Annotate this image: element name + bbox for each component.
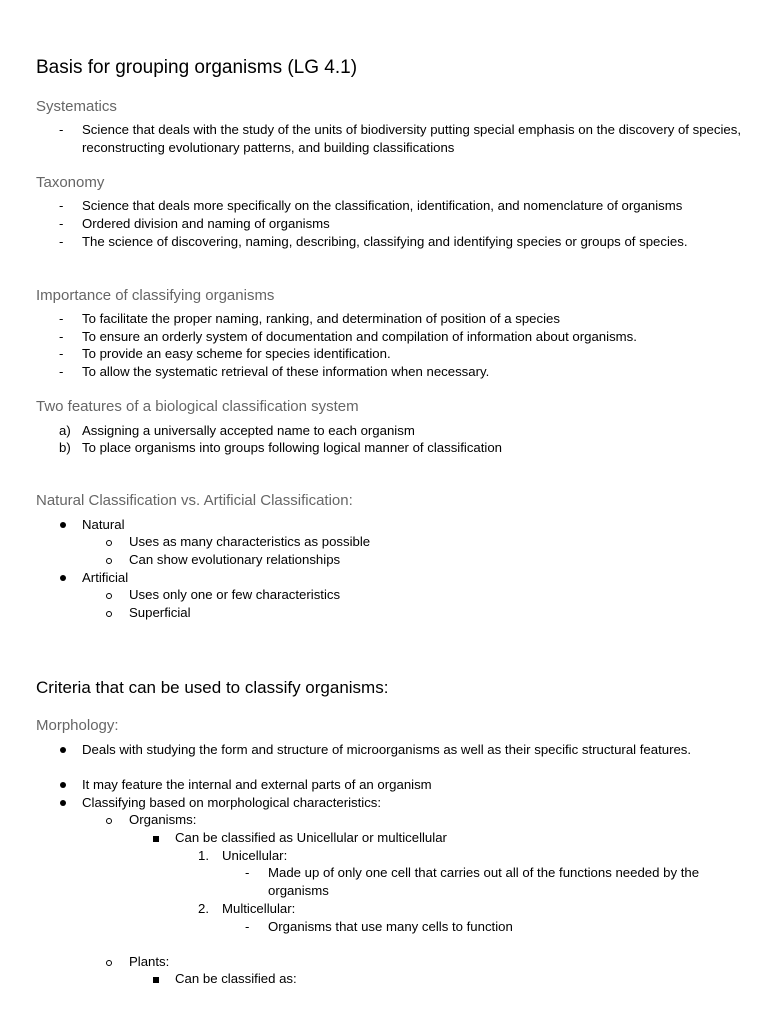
criteria-heading: Criteria that can be used to classify organisms: [36,678,389,697]
natural-item: Uses as many characteristics as possible [129,534,371,549]
unicellular-description: Made up of only one cell that carries out all of the functions needed by the organisms [268,865,700,898]
dash-bullet: - [59,311,64,326]
page-title: Basis for grouping organisms (LG 4.1) [36,57,358,78]
multicellular-label: Multicellular: [222,901,296,916]
importance-item: To ensure an orderly system of documentation and compilation of information about organisms. [82,329,637,344]
dash-bullet: - [59,234,64,249]
section-heading-systematics: Systematics [36,98,117,115]
artificial-item: Superficial [129,605,191,620]
dash-bullet: - [59,122,64,137]
bullet-ring [106,611,112,617]
dash-bullet: - [59,329,64,344]
bullet-dot [60,747,66,753]
dash-bullet: - [59,198,64,213]
section-heading-importance: Importance of classifying organisms [36,287,275,304]
list-marker-2: 2. [198,901,209,916]
bullet-dot [60,800,66,806]
dash-bullet: - [245,865,250,880]
organisms-classification: Can be classified as Unicellular or multicellular [175,830,447,845]
section-heading-two-features: Two features of a biological classification system [36,398,359,415]
plants-classification: Can be classified as: [175,971,297,986]
list-marker-a: a) [59,423,71,438]
morphology-heading: Morphology: [36,717,119,734]
importance-item: To provide an easy scheme for species identification. [82,346,391,361]
morphology-item: Deals with studying the form and structure of microorganisms as well as their specific structural features. [82,742,692,757]
plants-label: Plants: [129,954,170,969]
bullet-ring [106,558,112,564]
dash-bullet: - [59,216,64,231]
multicellular-description: Organisms that use many cells to function [268,919,513,934]
dash-bullet: - [59,364,64,379]
section-heading-taxonomy: Taxonomy [36,174,105,191]
taxonomy-item: The science of discovering, naming, describing, classifying and identifying species or groups of species. [82,234,688,249]
organisms-label: Organisms: [129,812,197,827]
natural-item: Can show evolutionary relationships [129,552,341,567]
natural-label: Natural [82,517,125,532]
systematics-definition: Science that deals with the study of the units of biodiversity putting special emphasis on the discovery of species, reconstructing evolutionary patterns, and building classifications [82,122,742,155]
bullet-ring [106,818,112,824]
feature-item: To place organisms into groups following logical manner of classification [82,440,503,455]
taxonomy-item: Ordered division and naming of organisms [82,216,330,231]
feature-item: Assigning a universally accepted name to each organism [82,423,415,438]
artificial-item: Uses only one or few characteristics [129,587,341,602]
bullet-dot [60,522,66,528]
importance-item: To allow the systematic retrieval of these information when necessary. [82,364,490,379]
dash-bullet: - [59,346,64,361]
bullet-square [153,836,159,842]
bullet-ring [106,593,112,599]
bullet-square [153,977,159,983]
bullet-ring [106,960,112,966]
taxonomy-item: Science that deals more specifically on the classification, identification, and nomenclature of organisms [82,198,683,213]
importance-item: To facilitate the proper naming, ranking, and determination of position of a species [82,311,560,326]
morphology-item: It may feature the internal and external parts of an organism [82,777,432,792]
unicellular-label: Unicellular: [222,848,288,863]
dash-bullet: - [245,919,250,934]
bullet-dot [60,575,66,581]
morphology-item: Classifying based on morphological characteristics: [82,795,382,810]
list-marker-1: 1. [198,848,209,863]
list-marker-b: b) [59,440,71,455]
artificial-label: Artificial [82,570,129,585]
section-heading-natural-vs-artificial: Natural Classification vs. Artificial Classification: [36,492,353,509]
bullet-ring [106,540,112,546]
bullet-dot [60,782,66,788]
